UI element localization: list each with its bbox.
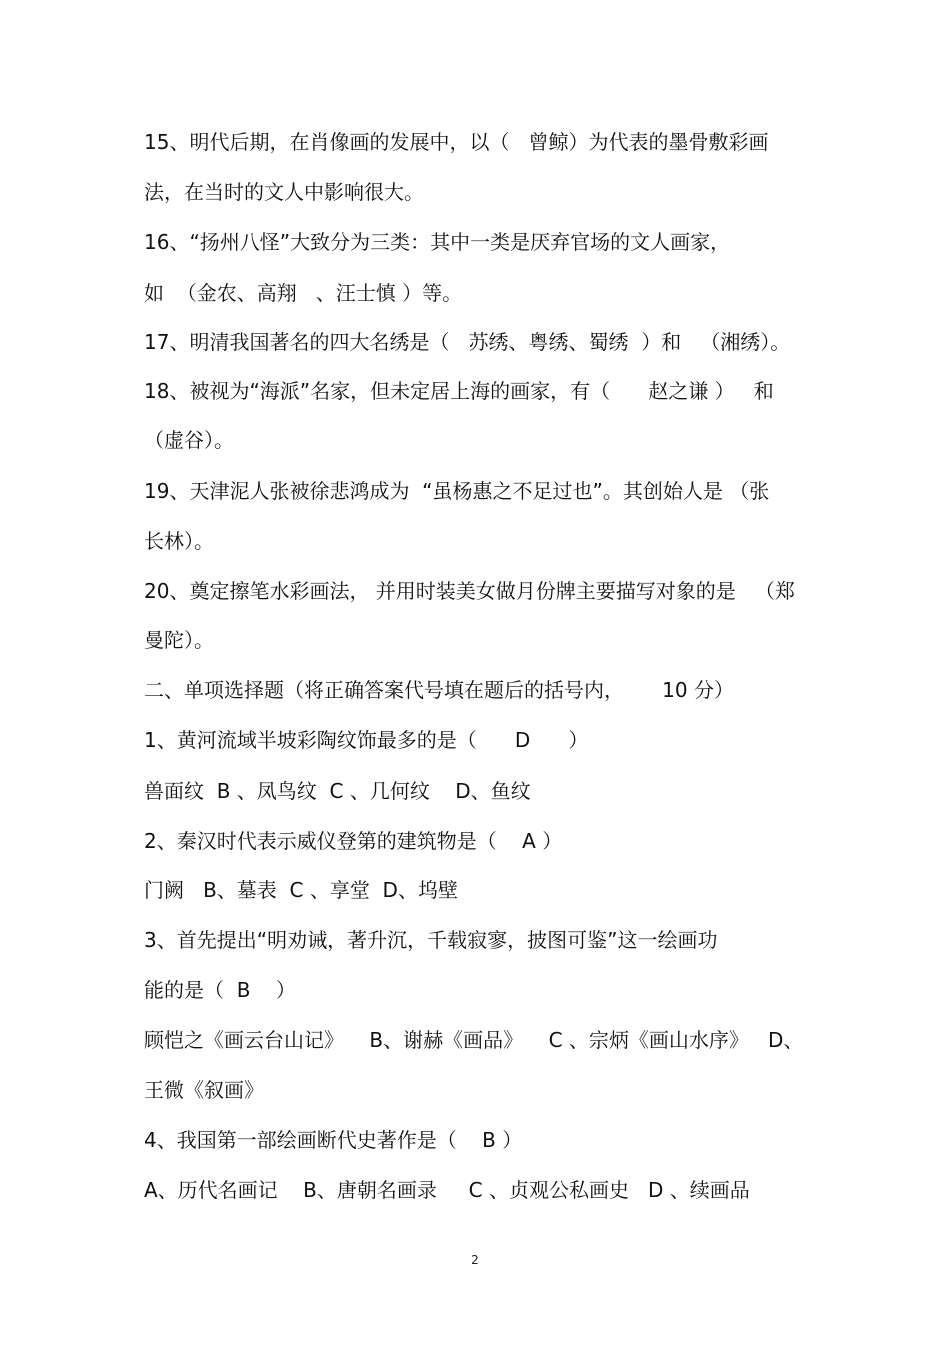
options-line: A、历代名画记 B、唐朝名画录 C 、贞观公私画史 D 、续画品 [144,1178,750,1202]
text-line: 如 （金农、高翔 、汪士慎 ）等。 [144,281,463,305]
text-line: 20、奠定擦笔水彩画法， 并用时装美女做月份牌主要描写对象的是 （郑 [144,579,795,603]
options-line: 王微《叙画》 [144,1078,264,1102]
question-line: 3、首先提出“明劝诫，著升沉，千载寂寥，披图可鉴”这一绘画功 [144,928,718,952]
text-line: 17、明清我国著名的四大名绣是（ 苏绣、粤绣、蜀绣 ）和 （湘绣）。 [144,330,791,354]
text-line: 15、明代后期，在肖像画的发展中，以（ 曾鲸）为代表的墨骨敷彩画 [144,130,769,154]
text-line: （虚谷）。 [144,428,234,452]
section-heading: 二、单项选择题（将正确答案代号填在题后的括号内， 10 分） [144,678,734,702]
question-line: 2、秦汉时代表示威仪登第的建筑物是（ A ） [144,829,563,853]
text-line: 16、“扬州八怪”大致分为三类：其中一类是厌弃官场的文人画家， [144,230,731,254]
text-line: 长林）。 [144,529,214,553]
text-line: 法，在当时的文人中影响很大。 [144,180,424,204]
page-number: 2 [471,1253,479,1267]
options-line: 兽面纹 B 、凤鸟纹 C 、几何纹 D、鱼纹 [144,779,531,803]
options-line: 顾恺之《画云台山记》 B、谢赫《画品》 C 、宗炳《画山水序》 D、 [144,1028,804,1052]
question-line: 1、黄河流域半坡彩陶纹饰最多的是（ D ） [144,728,589,752]
text-line: 18、被视为“海派”名家，但未定居上海的画家，有（ 赵之谦 ） 和 [144,379,774,403]
text-line: 曼陀）。 [144,628,214,652]
question-line: 能的是（ B ） [144,978,296,1002]
question-line: 4、我国第一部绘画断代史著作是（ B ） [144,1128,523,1152]
options-line: 门阙 B、墓表 C 、享堂 D、坞壁 [144,878,458,902]
text-line: 19、天津泥人张被徐悲鸿成为 “虽杨惠之不足过也”。其创始人是 （张 [144,479,770,503]
